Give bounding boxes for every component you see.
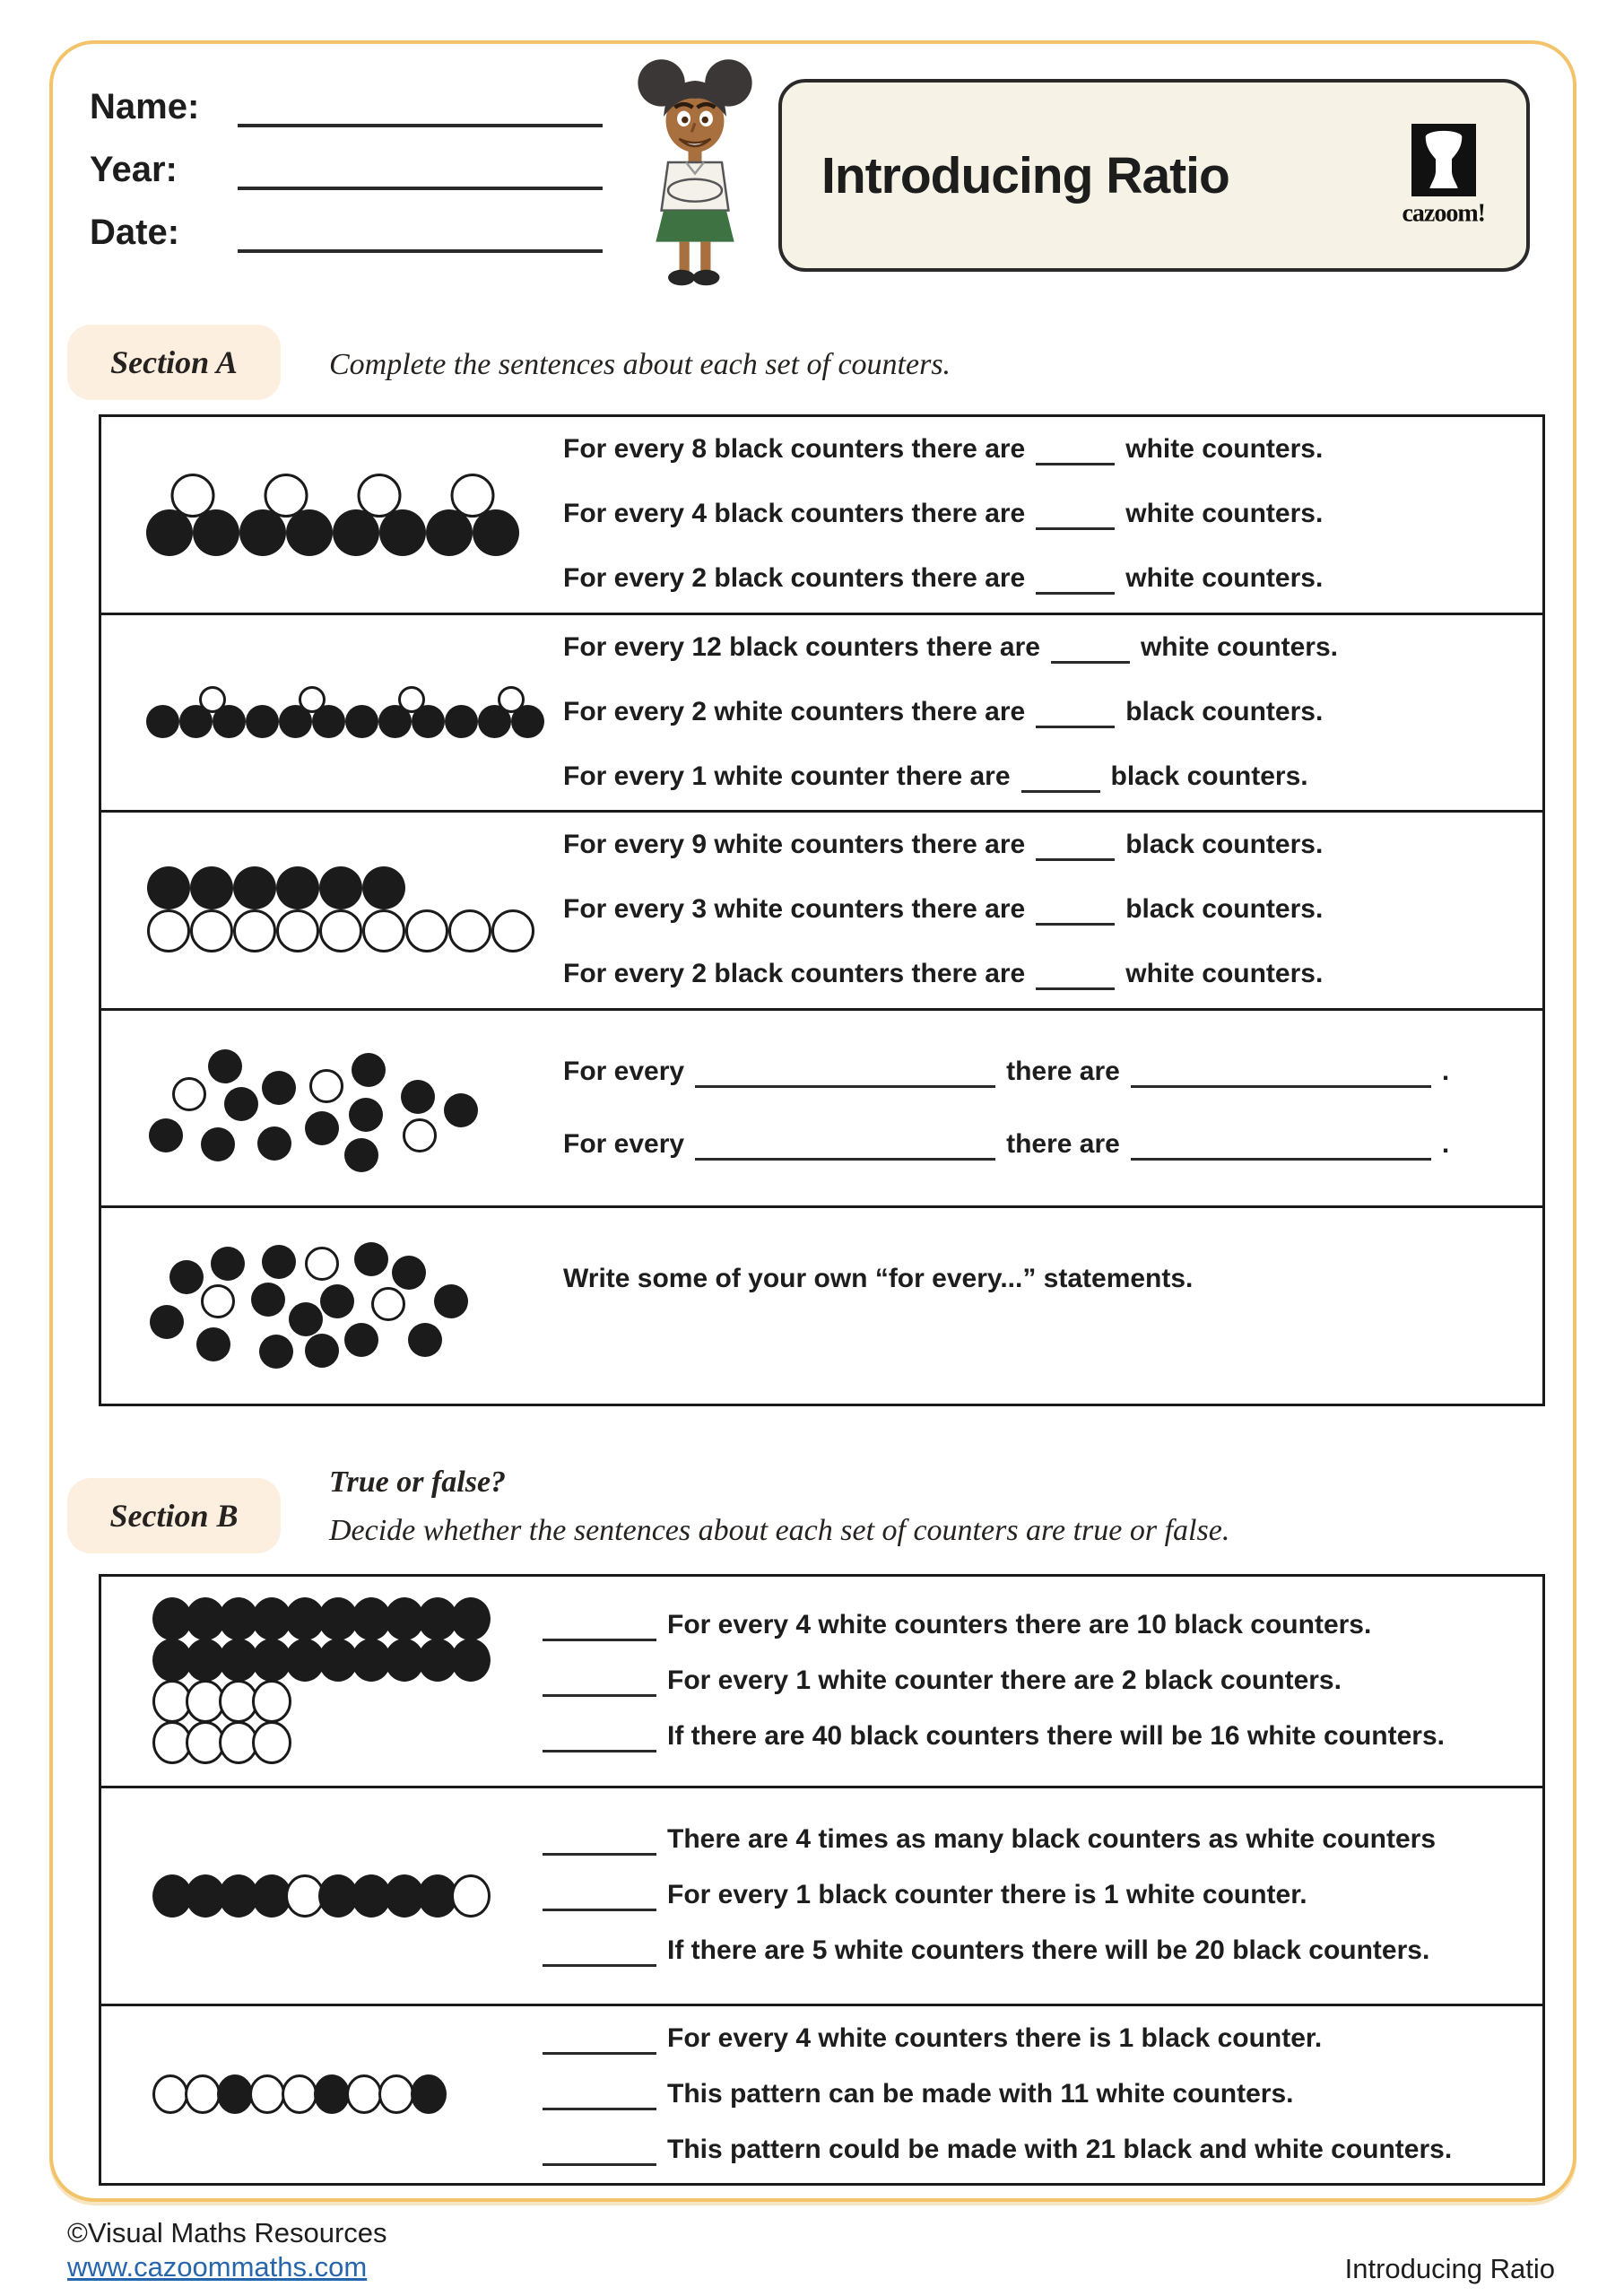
sentence-text: black counters. [1110,761,1308,791]
true-false-statement [532,1610,1524,1641]
date-label: Date: [90,213,180,252]
year-field [90,149,603,190]
sentence-text: For every 4 black counters there are [563,499,1026,529]
statement-list [532,2006,1542,2183]
footer-doc-title: Introducing Ratio [1344,2253,1555,2284]
counters-graphic [151,1873,492,1919]
sentence-text: If there are 40 black counters there will be 16 white counters. [667,1720,1445,1751]
counters-cell [101,1577,532,1786]
answer-blank [543,1679,656,1697]
worksheet-title-card [778,79,1530,272]
answer-blank [1131,1143,1431,1161]
counters-cell [101,417,563,613]
fill-in-sentence [563,1129,1524,1161]
counters-cell [101,813,563,1008]
answer-blank [1036,578,1115,596]
sentence-text: If there are 5 white counters there will be 20 black counters. [667,1935,1430,1966]
true-false-statement [532,1935,1524,1967]
name-write-line [238,88,603,127]
sentence-text: white counters. [1125,563,1324,594]
answer-blank [543,2037,656,2055]
sentence-text: For every 9 white counters there are [563,830,1026,860]
date-field [90,212,603,253]
sentence-text: black counters. [1125,830,1324,860]
section-a-tab: Section A [67,325,281,400]
answer-blank [1036,973,1115,991]
fill-in-sentence [563,434,1524,465]
answer-blank [543,2148,656,2166]
answer-blank [695,1143,995,1161]
sentence-list [563,1011,1542,1206]
sentence-text: . [1441,1128,1450,1159]
answer-blank [543,1894,656,1912]
counter-row [101,417,1542,615]
counter-row [101,1208,1542,1404]
fill-in-sentence [563,761,1524,793]
statement-list [532,1788,1542,2004]
counters-cell [101,1011,563,1206]
section-b-heading: True or false? [329,1465,507,1499]
sentence-text: For every 3 white counters there are [563,894,1026,925]
fill-in-sentence [563,499,1524,530]
website-link[interactable]: www.cazoommaths.com [67,2251,368,2283]
counter-row [101,1788,1542,2006]
counters-cell [101,1788,532,2004]
counter-row [101,1577,1542,1788]
fill-in-sentence [563,563,1524,595]
sentence-text: For every 8 black counters there are [563,434,1026,465]
true-false-statement [532,1824,1524,1856]
sentence-text: For every [563,1056,685,1086]
sentence-text: white counters. [1140,631,1338,662]
statement-list [532,1577,1542,1786]
counters-graphic [144,472,521,558]
true-false-statement [532,2135,1524,2166]
sentence-text: For every 12 black counters there are [563,631,1040,662]
true-false-statement [532,1665,1524,1697]
answer-blank [543,2092,656,2110]
counters-graphic [144,684,546,740]
sentence-text: For every 2 white counters there are [563,696,1026,726]
answer-blank [1036,909,1115,926]
sentence-text: white counters. [1125,959,1324,989]
fill-in-sentence [563,959,1524,990]
counter-row [101,813,1542,1011]
section-a-table [99,414,1545,1406]
sentence-text: . [1441,1056,1450,1086]
sentence-text: This pattern could be made with 21 black and white counters. [667,2134,1453,2164]
year-write-line [238,151,603,190]
sentence-list [563,1208,1542,1404]
answer-blank [543,1623,656,1641]
counter-row [101,1011,1542,1209]
sentence-text: white counters. [1125,499,1324,529]
sentence-text: Write some of your own “for every...” statements. [563,1264,1194,1294]
counters-graphic [144,1041,521,1176]
counters-graphic [151,1596,492,1766]
sentence-text: There are 4 times as many black counters as white counters [667,1824,1437,1855]
counter-row [101,2006,1542,2183]
sentence-list [563,417,1542,613]
sentence-text: For every 4 white counters there is 1 black counter. [667,2022,1323,2053]
name-field [90,86,603,127]
year-label: Year: [90,150,178,189]
sentence-text: For every 2 black counters there are [563,959,1026,989]
counters-cell [101,615,563,811]
fill-in-sentence [563,697,1524,728]
true-false-statement [532,1880,1524,1911]
sentence-text: there are [1006,1056,1120,1086]
answer-blank [1131,1070,1431,1088]
sentence-text: For every [563,1128,685,1159]
cazoom-logo [1402,123,1485,228]
fill-in-sentence [563,1264,1524,1294]
section-b-tab: Section B [67,1478,281,1553]
answer-blank [1036,448,1115,466]
sentence-text: For every 2 black counters there are [563,563,1026,594]
sentence-text: This pattern can be made with 11 white counters. [667,2078,1294,2109]
counters-cell [101,1208,563,1404]
sentence-text: there are [1006,1128,1120,1159]
answer-blank [695,1070,995,1088]
sentence-text: For every 1 black counter there is 1 white counter. [667,1880,1307,1910]
sentence-text: For every 1 white counter there are 2 black counters. [667,1665,1342,1695]
worksheet-title: Introducing Ratio [821,146,1229,204]
counters-graphic [144,1237,530,1376]
answer-blank [1036,513,1115,531]
section-a-instruction: Complete the sentences about each set of counters. [329,348,951,381]
sentence-text: For every 1 white counter there are [563,761,1011,791]
true-false-statement [532,2079,1524,2110]
true-false-statement [532,1721,1524,1752]
sentence-text: white counters. [1125,434,1324,465]
counter-row [101,615,1542,813]
sentence-text: black counters. [1125,696,1324,726]
sentence-list [563,813,1542,1008]
answer-blank [543,1839,656,1857]
date-write-line [238,213,603,253]
answer-blank [1036,844,1115,862]
answer-blank [543,1950,656,1968]
cazoom-logo-text: cazoom! [1402,199,1485,227]
copyright-text: ©Visual Maths Resources [67,2217,387,2248]
section-b-table [99,1574,1545,2186]
section-b-instruction: Decide whether the sentences about each set of counters are true or false. [329,1514,1230,1547]
answer-blank [543,1735,656,1752]
sentence-list [563,615,1542,811]
answer-blank [1021,775,1100,793]
djembe-drum-icon [1411,123,1476,196]
counters-graphic [151,2073,448,2116]
student-info-fields [90,86,603,253]
answer-blank [1051,646,1130,664]
counters-cell [101,2006,532,2183]
counters-graphic [144,865,537,956]
fill-in-sentence [563,1057,1524,1088]
mascot-girl-illustration [628,54,762,289]
fill-in-sentence [563,632,1524,664]
fill-in-sentence [563,830,1524,861]
fill-in-sentence [563,894,1524,926]
name-label: Name: [90,87,200,126]
true-false-statement [532,2023,1524,2055]
sentence-text: black counters. [1125,894,1324,925]
sentence-text: For every 4 white counters there are 10 black counters. [667,1609,1372,1639]
answer-blank [1036,710,1115,728]
